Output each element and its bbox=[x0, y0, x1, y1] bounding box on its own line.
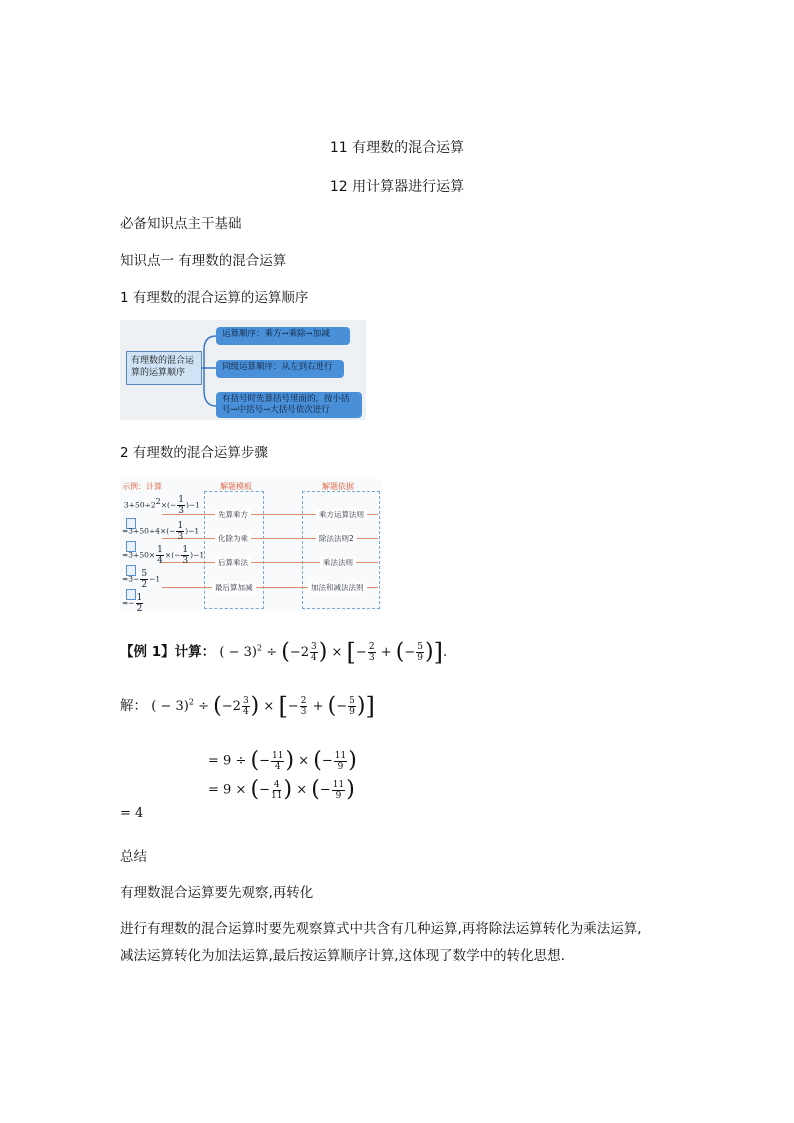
heading-order-of-operations: 1 有理数的混合运算的运算顺序 bbox=[120, 290, 309, 306]
rule-same-level-text: 同级运算顺序：从左到右进行 bbox=[222, 362, 333, 372]
basis-rule-2: 除法法则2 bbox=[316, 533, 357, 544]
example-step-3: =3+50× $\frac{1}{4}$ ×(− $\frac{1}{3}$ )−1 bbox=[122, 545, 205, 566]
template-step-3: 后算乘法 bbox=[215, 557, 251, 568]
rule-brackets-line-2: 号→中括号→大括号依次进行 bbox=[222, 405, 330, 415]
solution-line-3: = 9 × (− $\frac{4}{11}$ ) × (− $\frac{11}{9}$ ) bbox=[208, 777, 355, 802]
rule-box-brackets bbox=[216, 392, 362, 418]
title-section-12: 12 用计算器进行运算 bbox=[329, 179, 465, 195]
order-of-operations-diagram bbox=[120, 320, 366, 420]
example-step-5: =− $\frac{1}{2}$ bbox=[122, 593, 143, 614]
heading-knowledge-point-1: 知识点一 有理数的混合运算 bbox=[120, 253, 287, 269]
example-prompt: 计算： bbox=[174, 644, 216, 660]
summary-headline: 有理数混合运算要先观察,再转化 bbox=[120, 885, 314, 901]
solution-label: 解： bbox=[120, 698, 147, 714]
title-section-11: 11 有理数的混合运算 bbox=[329, 140, 465, 156]
rule-box-order bbox=[216, 327, 350, 345]
template-step-2: 化除为乘 bbox=[215, 533, 251, 544]
summary-body-line-2: 减法运算转化为加法运算,最后按运算顺序计算,这体现了数学中的转化思想. bbox=[120, 948, 565, 964]
basis-rule-1: 乘方运算法则 bbox=[316, 509, 367, 520]
header-example: 示例：计算 bbox=[122, 482, 162, 491]
example-1-problem: 【例 1】计算： ( − 3)$^2$ ÷ (−2 $\frac{3}{4}$ ) × [− $\frac{2}{3}$ + (− $\frac{5}{9}$ )]. bbox=[120, 638, 448, 667]
solution-result: = 4 bbox=[120, 806, 144, 821]
root-line-1: 有理数的混合运 bbox=[131, 356, 195, 366]
solution-line-2: = 9 ÷ (− $\frac{11}{4}$ ) × (− $\frac{11}{9}$ ) bbox=[208, 748, 357, 773]
header-template: 解题模板 bbox=[220, 482, 252, 491]
heading-essentials: 必备知识点主干基础 bbox=[120, 216, 242, 232]
basis-rule-4: 加法和减法法则 bbox=[308, 582, 367, 593]
template-step-4: 最后算加减 bbox=[212, 582, 256, 593]
heading-steps: 2 有理数的混合运算步骤 bbox=[120, 445, 268, 461]
header-basis: 解题依据 bbox=[322, 482, 354, 491]
template-step-1: 先算乘方 bbox=[215, 509, 251, 520]
example-step-1: $3+50\div 2^2\times(-$ $\frac{1}{3}$ )−1 bbox=[124, 495, 200, 516]
example-step-4: =3− $\frac{5}{2}$ −1 bbox=[122, 569, 161, 590]
summary-body-line-1: 进行有理数的混合运算时要先观察算式中共含有几种运算,再将除法运算转化为乘法运算, bbox=[120, 921, 642, 937]
solution-line-1: 解： ( − 3)$^2$ ÷ (−2 $\frac{3}{4}$ ) × [− $\frac{2}{3}$ + (− $\frac{5}{9}$ )] bbox=[120, 692, 375, 721]
basis-rule-3: 乘法法则 bbox=[320, 557, 356, 568]
steps-diagram bbox=[120, 479, 382, 614]
root-line-2: 算的运算顺序 bbox=[131, 368, 186, 378]
heading-summary: 总结 bbox=[120, 849, 147, 865]
rule-box-same-level bbox=[216, 360, 344, 378]
rule-order-text: 运算顺序：乘方→乘除→加减 bbox=[222, 329, 330, 339]
rule-brackets-line-1: 有括号时先算括号里面的，按小括 bbox=[222, 394, 350, 404]
example-step-2: =3+50÷4×(− $\frac{1}{3}$ )−1 bbox=[122, 521, 200, 542]
example-label: 【例 1】 bbox=[120, 644, 175, 660]
